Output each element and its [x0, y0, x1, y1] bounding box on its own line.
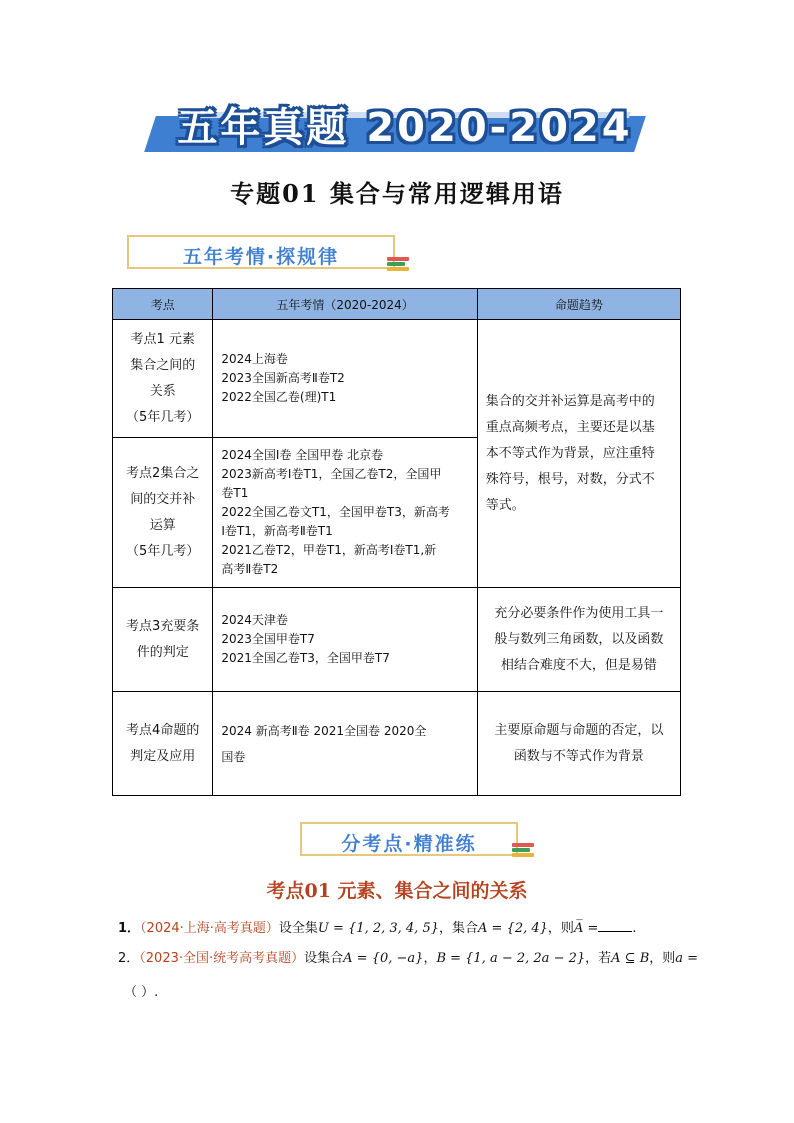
trend-line: 充分必要条件作为使用工具一	[494, 605, 664, 621]
question-text: 设集合	[304, 951, 344, 966]
question-text: ，	[423, 951, 437, 966]
point-cell	[113, 588, 213, 692]
header-cell-point: 考点	[113, 289, 213, 320]
point-line: 运算	[149, 517, 176, 533]
books-icon	[512, 843, 534, 861]
header-cell-trend: 命题趋势	[477, 289, 680, 320]
exam-line: 2023全国甲卷T7	[221, 632, 315, 646]
point-line: 判定及应用	[130, 748, 196, 764]
section-badge-trends	[127, 235, 395, 269]
exam-line: 2024全国Ⅰ卷 全国甲卷 北京卷	[221, 448, 384, 462]
section-badge-practice	[300, 822, 518, 856]
exam-line: 2024 新高考Ⅱ卷 2021全国卷 2020全	[221, 723, 427, 738]
trend-cell	[477, 692, 680, 796]
banner-text: 五年真题 2020-2024	[177, 105, 633, 151]
trend-cell-merged	[477, 320, 680, 588]
trend-line: 殊符号，根号，对数，分式不	[485, 471, 655, 487]
exam-line: 2022全国乙卷(理)T1	[221, 390, 337, 404]
question-text: ，集合	[439, 921, 479, 936]
exam-line: 2022全国乙卷文T1，全国甲卷T3，新高考	[221, 505, 450, 519]
books-icon	[387, 257, 409, 275]
exam-line: 高考Ⅱ卷T2	[221, 562, 279, 576]
point-line: 间的交并补	[130, 491, 196, 507]
question-1	[118, 918, 637, 940]
point-line: 考点2集合之	[126, 465, 200, 481]
exam-line: 2024上海卷	[221, 352, 288, 366]
exam-line: 2021全国乙卷T3，全国甲卷T7	[221, 651, 390, 665]
exam-line: 2021乙卷T2，甲卷T1，新高考Ⅰ卷T1,新	[221, 543, 437, 557]
exam-line: 卷T1	[221, 486, 249, 500]
trend-line: 重点高频考点，主要还是以基	[485, 419, 655, 435]
header-cell-exams: 五年考情（2020-2024）	[213, 289, 477, 320]
math-expression: B = {1, a − 2, 2a − 2}	[436, 951, 586, 966]
table-row	[113, 692, 681, 796]
exam-line: Ⅰ卷T1，新高考Ⅱ卷T1	[221, 524, 333, 538]
point-line: 考点3充要条	[126, 618, 200, 634]
question-2	[118, 948, 698, 970]
trend-line: 般与数列三角函数，以及函数	[494, 631, 664, 647]
exam-line: 2024天津卷	[221, 613, 288, 627]
exams-cell	[213, 320, 477, 438]
exam-line: 2023全国新高考Ⅱ卷T2	[221, 371, 345, 385]
subsection-title: 考点01 元素、集合之间的关系	[266, 880, 528, 902]
exam-analysis-table	[112, 288, 681, 796]
exam-line: 国卷	[221, 749, 246, 764]
point-line: 件的判定	[136, 644, 189, 660]
question-text: 设全集	[278, 921, 318, 936]
question-number: 1．	[118, 921, 141, 936]
math-expression: a =	[675, 951, 699, 966]
question-number: 2．	[118, 951, 140, 966]
point-line: （5年几考）	[126, 543, 200, 559]
question-text: .	[632, 921, 637, 936]
math-expression: A̅ =	[573, 921, 599, 936]
math-expression: A = {0, −a}	[343, 951, 424, 966]
trend-cell	[477, 588, 680, 692]
exam-line: 2023新高考Ⅰ卷T1，全国乙卷T2，全国甲	[221, 467, 442, 481]
exams-cell	[213, 692, 477, 796]
question-text: ，若	[585, 951, 612, 966]
document-title: 专题01 集合与常用逻辑用语	[230, 179, 564, 208]
math-expression: A ⊆ B	[611, 951, 650, 966]
question-2-options	[124, 982, 158, 1004]
point-line: 关系	[149, 383, 176, 399]
math-expression: A = {2, 4}	[478, 921, 548, 936]
trend-line: 主要原命题与命题的否定，以	[494, 722, 664, 738]
question-answer-paren: （ ）.	[124, 985, 159, 1000]
section-badge-label: 分考点·精准练	[341, 833, 477, 855]
table-row	[113, 588, 681, 692]
trend-line: 函数与不等式作为背景	[513, 748, 644, 764]
table-header-row	[113, 289, 681, 320]
answer-blank[interactable]	[598, 919, 632, 932]
exams-cell	[213, 438, 477, 588]
point-line: 考点1 元素	[130, 331, 195, 347]
math-expression: U = {1, 2, 3, 4, 5}	[317, 921, 439, 936]
trend-line: 本不等式作为背景，应注重特	[485, 445, 655, 461]
trend-line: 集合的交并补运算是高考中的	[485, 393, 655, 409]
point-line: 考点4命题的	[126, 722, 200, 738]
title-banner	[150, 96, 640, 154]
point-line: 集合之间的	[130, 357, 196, 373]
trend-line: 相结合难度不大，但是易错	[500, 657, 657, 673]
question-text: ，则	[649, 951, 676, 966]
point-line: （5年几考）	[126, 409, 200, 425]
table-row	[113, 320, 681, 438]
point-cell	[113, 438, 213, 588]
point-cell	[113, 692, 213, 796]
point-cell	[113, 320, 213, 438]
question-text: ，则	[547, 921, 574, 936]
section-badge-label: 五年考情·探规律	[182, 246, 340, 268]
trend-line: 等式。	[485, 497, 525, 513]
exams-cell	[213, 588, 477, 692]
question-source: （2024·上海·高考真题）	[140, 921, 279, 936]
question-source: （2023·全国·统考高考真题）	[139, 951, 305, 966]
